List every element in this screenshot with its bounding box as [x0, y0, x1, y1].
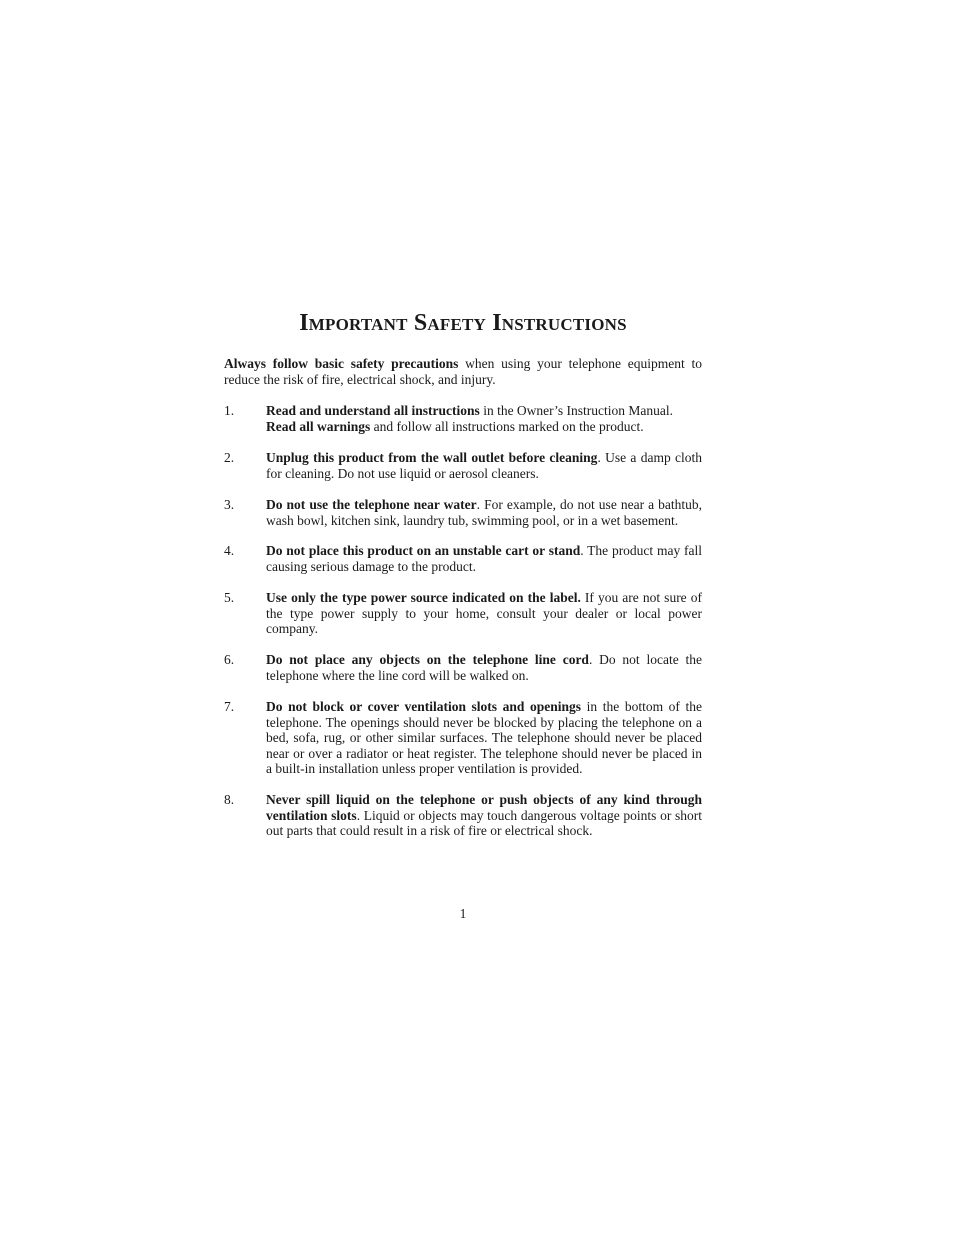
item-number: 8.: [224, 792, 235, 807]
page-title: Important Safety Instructions: [299, 310, 627, 336]
item-bold: Unplug this product from the wall outlet before cleaning: [266, 450, 598, 465]
item-plain: and follow all instructions marked on the product.: [370, 418, 644, 434]
item-text: [266, 403, 702, 434]
safety-item-8: [224, 792, 702, 839]
intro-paragraph: [224, 356, 702, 387]
item-bold: Do not use the telephone near water: [266, 497, 477, 512]
item-text: [266, 792, 702, 839]
item-bold: Read all warnings: [266, 418, 371, 434]
item-bold: Do not block or cover ventilation slots and openings: [266, 699, 582, 714]
item-text: [266, 652, 702, 683]
item-text: [266, 543, 702, 574]
item-number: 4.: [224, 543, 235, 558]
item-number: 1.: [224, 403, 235, 418]
item-plain: . Do not locate the telephone where the line cord will be walked on.: [266, 652, 703, 683]
item-number: 7.: [224, 699, 235, 714]
item-text: [266, 699, 702, 777]
item-number: 3.: [224, 497, 235, 512]
item-plain: . The product may fall causing serious damage to the product.: [266, 543, 702, 574]
item-text: [266, 590, 702, 637]
item-plain: in the bottom of the telephone. The openings should never be blocked by placing the telephone on a bed, sofa, rug, or other similar surfaces. The telephone should never be placed near or over a radiator or heat register. The telephone should never be placed in a built-in installation unless proper ventilation is provided.: [266, 699, 702, 777]
safety-item-6: [224, 652, 702, 683]
item-text: [266, 450, 702, 481]
item-bold: Never spill liquid on the telephone or push objects of any kind through ventilation slots: [266, 792, 702, 823]
intro-bold: Always follow basic safety precautions: [224, 356, 459, 371]
item-plain: . Liquid or objects may touch dangerous voltage points or short out parts that could result in a risk of fire or electrical shock.: [266, 807, 702, 839]
item-number: 2.: [224, 450, 235, 465]
item-bold: Do not place this product on an unstable cart or stand: [266, 543, 581, 558]
safety-item-2: [224, 450, 702, 481]
safety-item-1: [224, 403, 702, 434]
safety-item-4: [224, 543, 702, 574]
item-bold: Read and understand all instructions: [266, 403, 480, 418]
item-plain: If you are not sure of the type power supply to your home, consult your dealer or local power company.: [266, 590, 702, 637]
item-bold: Do not place any objects on the telephone line cord: [266, 652, 589, 667]
safety-item-3: [224, 497, 702, 528]
item-line: [266, 403, 702, 419]
safety-item-5: [224, 590, 702, 637]
item-plain: . For example, do not use near a bathtub, wash bowl, kitchen sink, laundry tub, swimming pool, or in a wet basement.: [266, 497, 702, 528]
safety-item-7: [224, 699, 702, 777]
item-line: [266, 419, 702, 435]
item-number: 6.: [224, 652, 235, 667]
item-plain: in the Owner’s Instruction Manual.: [479, 403, 674, 418]
item-text: [266, 497, 702, 528]
intro-text: when using your telephone equipment to reduce the risk of fire, electrical shock, and injury.: [224, 356, 702, 387]
page-number: 1: [459, 906, 467, 921]
item-number: 5.: [224, 590, 235, 605]
item-plain: . Use a damp cloth for cleaning. Do not use liquid or aerosol cleaners.: [266, 450, 702, 481]
item-bold: Use only the type power source indicated on the label.: [266, 590, 581, 605]
